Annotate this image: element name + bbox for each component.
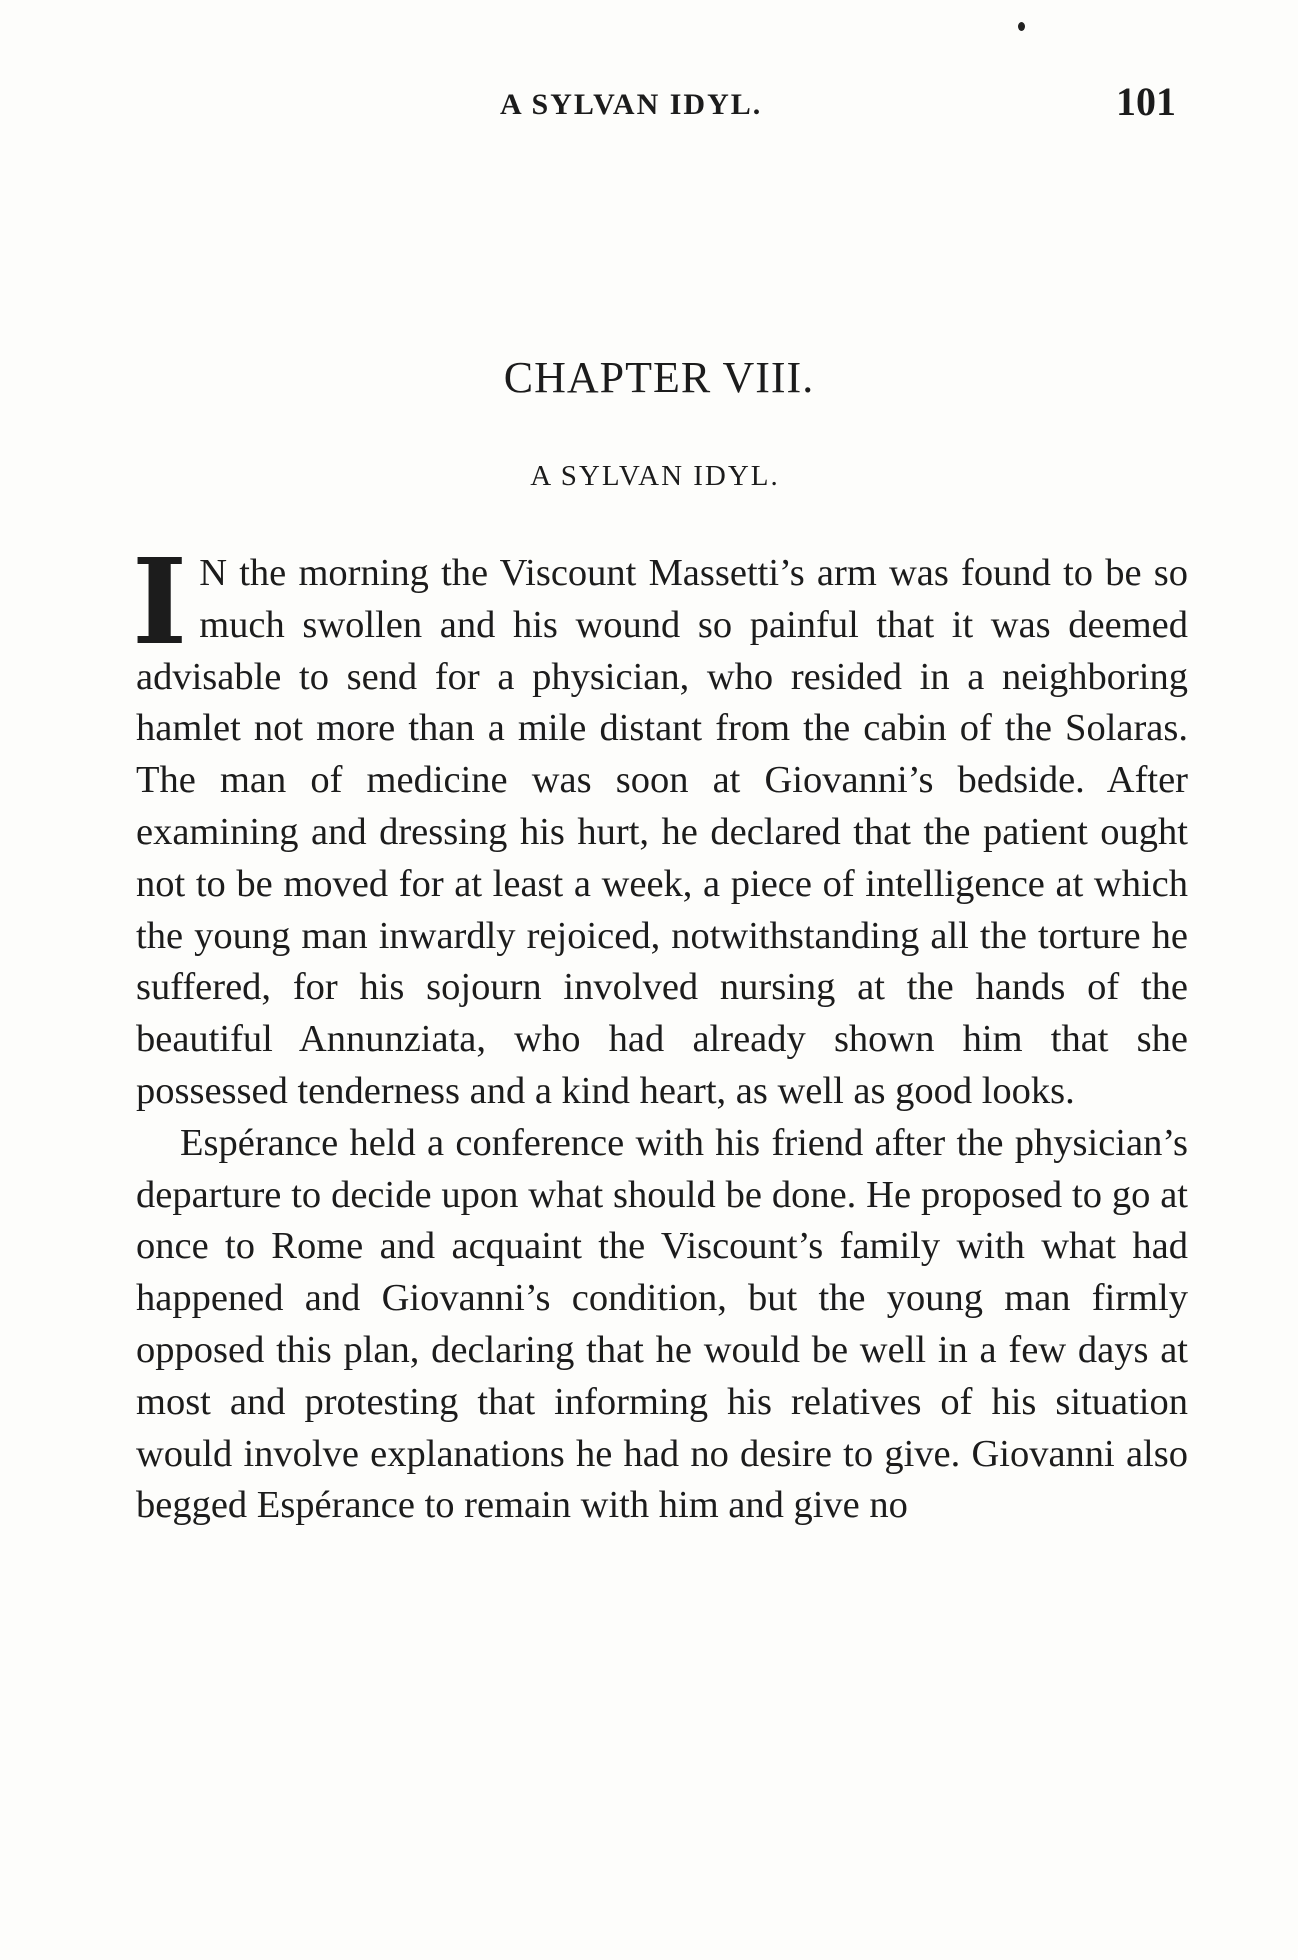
body-text — [132, 532, 1188, 1532]
chapter-subtitle: A SYLVAN IDYL. — [530, 460, 780, 492]
paragraph — [132, 532, 1188, 1118]
paragraph-text: N the morning the Viscount Massetti’s arm was found to be so much swollen and his wound so painful that it was deemed advisable to send for a physician, who resided in a neighboring hamlet not more than a mile distant from the cabin of the Solaras. The man of medicine was soon at Giovanni’s bedside. After examining and dressing his hurt, he declared that the patient ought not to be moved for at least a week, a piece of intelligence at which the young man inwardly rejoiced, notwithstanding all the torture he suffered, for his sojourn involved nursing at the hands of the beautiful Annunziata, who had already shown him that she possessed tenderness and a kind heart, as well as good looks. — [136, 552, 1188, 1112]
running-head: A SYLVAN IDYL. — [500, 88, 763, 121]
drop-cap: I — [132, 532, 188, 671]
paragraph: Espérance held a conference with his friend after the physician’s departure to decide upon what should be done. He proposed to go at once to Rome and acquaint the Viscount’s family with what had happened and Giovanni’s condition, but the young man firmly opposed this plan, declaring that he would be well in a few days at most and protesting that informing his relatives of his situation would involve explanations he had no desire to give. Giovanni also begged Espérance to remain with him and give no — [136, 1121, 1188, 1527]
ink-speck — [1018, 22, 1025, 31]
page-number: 101 — [1116, 79, 1176, 124]
chapter-title: CHAPTER VIII. — [503, 353, 815, 402]
